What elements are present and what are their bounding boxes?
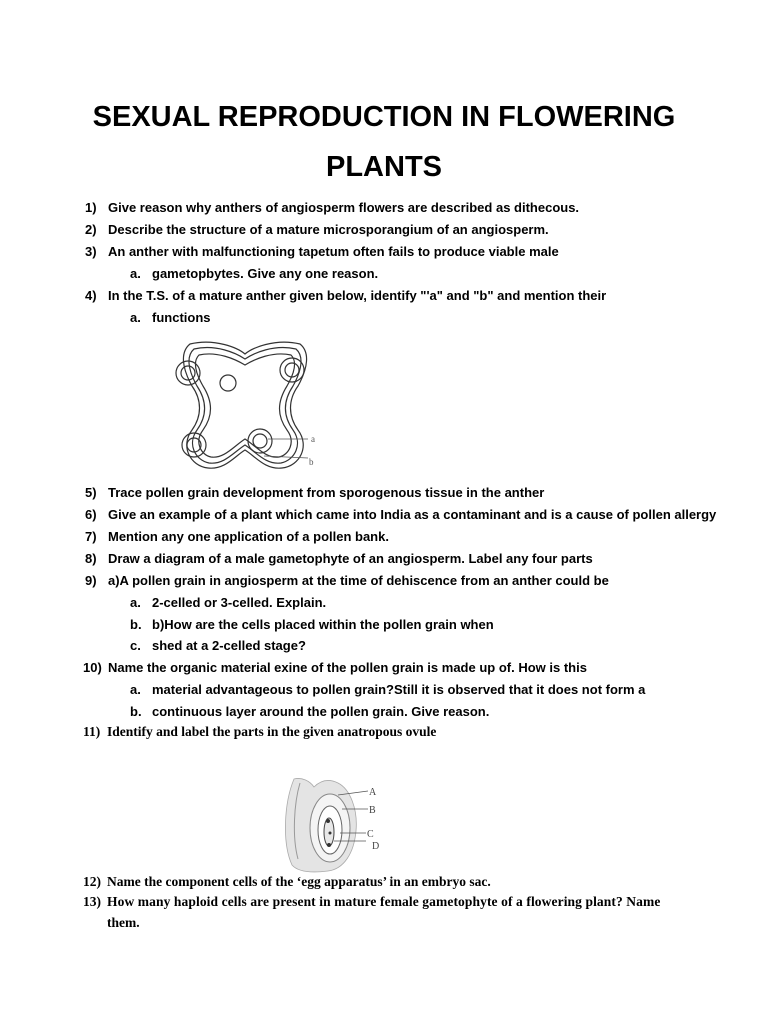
question-number: 1) [85,200,97,215]
sub-number: a. [130,310,141,325]
ovule-label-d: D [372,841,380,852]
question-text: Describe the structure of a mature microsporangium of an angiosperm. [108,222,549,237]
question-number: 2) [85,222,97,237]
question-text: Give an example of a plant which came into India as a contaminant and is a cause of pollen allergy [108,507,717,522]
sub-number: b. [130,617,142,632]
sub-text: shed at a 2-celled stage? [152,638,306,653]
ovule-label-a: A [369,787,377,798]
sub-number: a. [130,595,141,610]
question-number: 5) [85,485,97,500]
page-title [0,92,768,192]
anatropous-ovule-diagram [280,773,390,873]
question-text: An anther with malfunctioning tapetum often fails to produce viable male [108,244,559,259]
sub-number: a. [130,682,141,697]
ovule-label-b: B [369,805,376,816]
question-text: Name the organic material exine of the pollen grain is made up of. How is this [108,660,587,675]
sub-text: continuous layer around the pollen grain. Give reason. [152,704,490,719]
question-number: 11) [83,724,101,739]
sub-text: gametopbytes. Give any one reason. [152,266,379,281]
anther-outline [183,342,306,468]
question-text: Draw a diagram of a male gametophyte of an angiosperm. Label any four parts [108,551,593,566]
question-number: 8) [85,551,97,566]
title-line-2: PLANTS [326,151,442,183]
sub-text: functions [152,310,211,325]
question-text: Name the component cells of the ‘egg apparatus’ in an embryo sac. [107,874,491,889]
question-number: 9) [85,573,97,588]
sub-number: a. [130,266,141,281]
sub-text: b)How are the cells placed within the pollen grain when [152,617,494,632]
ovule-label-c: C [367,829,374,840]
question-number: 7) [85,529,97,544]
sub-text: 2-celled or 3-celled. Explain. [152,595,327,610]
question-number: 13) [83,894,101,909]
question-number: 3) [85,244,97,259]
question-text: Identify and label the parts in the given anatropous ovule [107,724,437,739]
question-text-continued: them. [107,915,140,930]
question-text: Mention any one application of a pollen bank. [108,529,389,544]
title-line-1: SEXUAL REPRODUCTION IN FLOWERING [92,101,676,133]
question-text: In the T.S. of a mature anther given below, identify "'a" and "b" and mention their [108,288,607,303]
question-text: How many haploid cells are present in mature female gametophyte of a flowering plant? Name [107,894,661,909]
question-text: Trace pollen grain development from sporogenous tissue in the anther [108,485,545,500]
sub-number: b. [130,704,142,719]
anther-label-b: b [309,457,314,467]
anther-ts-diagram [160,338,330,473]
question-number: 10) [83,660,102,675]
question-number: 4) [85,288,97,303]
ovule-body [285,778,356,871]
sub-text: material advantageous to pollen grain?Still it is observed that it does not form a [152,682,646,697]
question-number: 12) [83,874,101,889]
question-text: a)A pollen grain in angiosperm at the time of dehiscence from an anther could be [108,573,609,588]
sub-number: c. [130,638,141,653]
question-text: Give reason why anthers of angiosperm flowers are described as dithecous. [108,200,580,215]
anther-label-a: a [311,434,315,444]
question-number: 6) [85,507,97,522]
